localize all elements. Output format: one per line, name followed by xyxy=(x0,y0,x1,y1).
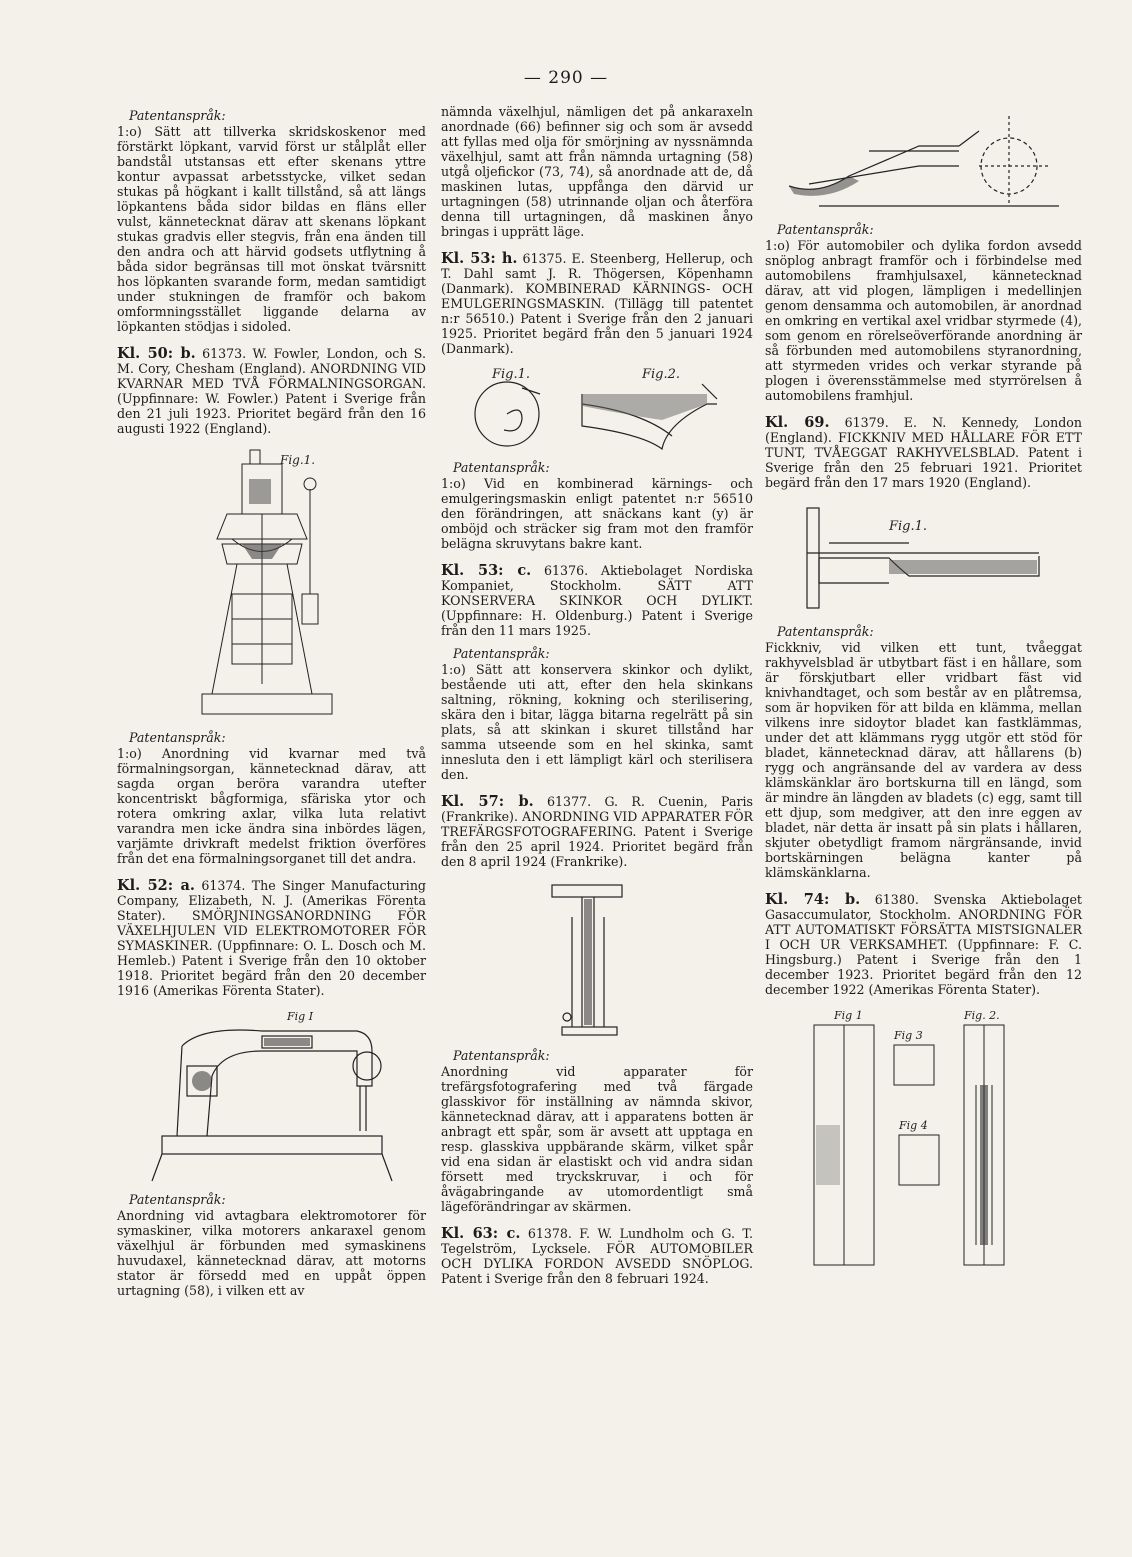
entry-text: 61376. Aktiebolaget Nordiska Kompaniet, Stockholm. SÄTT ATT KONSERVERA SKINKOR OCH DYLIKT. (Uppfinnare: H. Oldenburg.) Patent i Sverige från den 11 mars 1925. xyxy=(441,563,753,638)
claim-text: 1:o) Vid en kombinerad kärnings- och emulgeringsmaskin enligt patentet n:r 56510 den förändringen, att snäckans kant (y) är omböjd och sträcker sig fram mot den framför belägna skruvytans bakre kant. xyxy=(441,476,753,551)
claim-heading: Patentanspråk: xyxy=(777,624,874,639)
entry-text: 61374. The Singer Manufacturing Company, Elizabeth, N. J. (Amerikas Förenta Stater). SMÖRJNINGSANORDNING FÖR VÄXELHJULEN VID ELEKTROMOTORER FÖR SYMASKINER. (Uppfinnare: O. L. Dosch och M. Hemleb.) Patent i Sverige från den 10 oktober 1918. Prioritet begärd från den 20 december 1916 (Amerikas Förenta Stater). xyxy=(117,878,426,998)
patent-entry-74b xyxy=(765,892,1082,997)
entry-text: 61378. F. W. Lundholm och G. T. Tegelström, Lycksele. FÖR AUTOMOBILER OCH DYLIKA FORDON AVSEDD SNÖPLOG. Patent i Sverige från den 8 februari 1924. xyxy=(441,1226,753,1286)
figure-label: Fig.1. xyxy=(492,367,531,382)
entry-text: 61373. W. Fowler, London, och S. M. Cory, Chesham (England). ANORDNING VID KVARNAR MED TVÅ FÖRMALNINGSORGAN. (Uppfinnare: W. Fowler.) Patent i Sverige från den 21 juli 1923. Prioritet begärd från den 16 augusti 1922 (England). xyxy=(117,346,426,436)
photo-apparatus-figure xyxy=(542,877,652,1042)
column-2 xyxy=(441,104,753,1294)
class-label: Kl. 69. xyxy=(765,414,830,431)
patent-entry-53h xyxy=(441,251,753,356)
figure-label: Fig 3 xyxy=(893,1029,923,1042)
entry-text: 61377. G. R. Cuenin, Paris (Frankrike). ANORDNING VID APPARATER FÖR TREFÄRGSFOTOGRAFERING. Patent i Sverige från den 25 april 1924. Prioritet begärd från den 8 april 1924 (Frankrike). xyxy=(441,794,753,869)
figure-label: Fig 1 xyxy=(833,1009,863,1022)
claim-text: 1:o) Anordning vid kvarnar med två förmalningsorgan, kännetecknad därav, att sagda organ beröra varandra utefter koncentriskt bågformiga, sfäriska ytor och rotera omkring axlar, vilka luta relativt varandra men icke ändra sina inbördes lägen, varjämte drivkraft medelst friktion överföres från det ena förmalningsorganet till det andra. xyxy=(117,746,426,866)
figure-label: Fig 4 xyxy=(898,1119,928,1132)
entry-text: 61379. E. N. Kennedy, London (England). FICKKNIV MED HÅLLARE FÖR ETT TUNT, TVÅEGGAT RAKHYVELSBLAD. Patent i Sverige från den 25 februari 1921. Prioritet begärd från den 17 mars 1920 (England). xyxy=(765,415,1082,490)
class-label: Kl. 63: c. xyxy=(441,1225,521,1242)
figure-label: Fig.2. xyxy=(642,367,681,382)
patent-entry-53c xyxy=(441,563,753,638)
claim-text: Anordning vid avtagbara elektromotorer för symaskiner, vilka motorers ankaraxel genom växelhjul är förbunden med symaskinens huvudaxel, kännetecknad därav, att motorns stator är försedd med en uppåt öppen urtagning (58), i vilken ett av xyxy=(117,1208,426,1298)
class-label: Kl. 50: b. xyxy=(117,345,196,362)
column-1 xyxy=(117,104,426,1306)
patent-entry-50b xyxy=(117,346,426,436)
figure-label: Fig I xyxy=(286,1010,313,1023)
claim-text: 1:o) Sätt att tillverka skridskoskenor med förstärkt löpkant, varvid först ur stålplåt eller bandstål utstansas ett efter skenans yttre kontur avpassat arbetsstycke, vilket sedan stukas på högkant i kallt tillstånd, så att längs löpkantens båda sidor bildas en fläns eller vulst, kännetecknat därav att skenans löpkant stukas gradvis eller stegvis, från ena änden till den andra och att härvid godsets utflytning å båda sidor begränsas till mot önskat tvärsnitt hos löpkanten svarande form, medan samtidigt under stukningen de framför och bakom omformningsstället liggande delarna av löpkanten stödjas i sidoled. xyxy=(117,124,426,334)
patent-entry-52a xyxy=(117,878,426,998)
class-label: Kl. 53: c. xyxy=(441,562,532,579)
class-label: Kl. 74: b. xyxy=(765,891,861,908)
figure-label: Fig.1. xyxy=(888,519,927,534)
pocket-knife-figure xyxy=(789,498,1059,618)
entry-text: 61375. E. Steenberg, Hellerup, och T. Dahl samt J. R. Thögersen, Köpenhamn (Danmark). KOMBINERAD KÄRNINGS- OCH EMULGERINGSMASKIN. (Tillägg till patentet n:r 56510.) Patent i Sverige från den 2 januari 1925. Prioritet begärd från den 5 januari 1924 (Danmark). xyxy=(441,251,753,356)
claim-heading: Patentanspråk: xyxy=(129,730,226,745)
sewing-machine-figure xyxy=(142,1006,402,1186)
figure-label: Fig. 2. xyxy=(963,1009,1000,1022)
patent-entry-57b xyxy=(441,794,753,869)
claim-heading: Patentanspråk: xyxy=(129,1192,226,1207)
entry-text: 61380. Svenska Aktiebolaget Gasaccumulator, Stockholm. ANORDNING FÖR ATT AUTOMATISKT FÖRSÄTTA MISTSIGNALER I OCH UR VERKSAMHET. (Uppfinnare: F. C. Hingsburg.) Patent i Sverige från den 1 december 1923. Prioritet begärd från den 12 december 1922 (Amerikas Förenta Stater). xyxy=(765,892,1082,997)
patent-entry-63c xyxy=(441,1226,753,1286)
page-number: — 290 — xyxy=(523,68,609,88)
figure-label: Fig.1. xyxy=(279,453,315,467)
claim-text: 1:o) För automobiler och dylika fordon avsedd snöplog anbragt framför och i förbindelse med automobilens framhjulsaxel, kännetecknad därav, att vid plogen, lämpligen i medellinjen genom densamma och automobilen, är anordnad en omkring en vertikal axel vridbar styrmede (4), som genom en rörelseöverförande anordning är så förbunden med automobilens styranordning, att styrmeden vrides och verkar styrande på plogen i överensstämmelse med styrrörelsen å automobilens framhjul. xyxy=(765,238,1082,403)
column-3 xyxy=(765,104,1082,1281)
claim-text: 1:o) Sätt att konservera skinkor och dylikt, bestående uti att, efter den hela skinkans saltning, rökning, kokning och sterilisering, skära den i bitar, lägga bitarna regelrätt på sin plats, så att skinkan i skuret tillstånd har samma utseende som en hel skinka, samt innesluta den i ett lämpligt kärl och sterilisera den. xyxy=(441,662,753,782)
patent-entry-69 xyxy=(765,415,1082,490)
claim-text: Anordning vid apparater för trefärgsfotografering med två färgade glasskivor för inställning av nämnda skivor, kännetecknad därav, att i apparatens botten är anbragt ett spår, som är avsett att upptaga en resp. glasskiva uppbärande skärm, vilket spår vid ena sidan är elastiskt och vid andra sidan försett med tryckskruvar, i och för åvägabringande av utomordentligt små lägeförändringar av skärmen. xyxy=(441,1064,753,1214)
class-label: Kl. 57: b. xyxy=(441,793,534,810)
claim-heading: Patentanspråk: xyxy=(453,646,550,661)
mill-figure xyxy=(192,444,352,724)
claim-heading: Patentanspråk: xyxy=(777,222,874,237)
claim-heading: Patentanspråk: xyxy=(129,108,226,123)
fog-signal-figure xyxy=(804,1005,1044,1275)
claim-heading: Patentanspråk: xyxy=(453,1048,550,1063)
class-label: Kl. 52: a. xyxy=(117,877,195,894)
snowplow-figure xyxy=(779,106,1069,216)
class-label: Kl. 53: h. xyxy=(441,250,518,267)
continued-text: nämnda växelhjul, nämligen det på ankaraxeln anordnade (66) befinner sig och som är avsedd att fyllas med olja för smörjning av nyssnämnda växelhjul, samt att från nämnda urtagning (58) utgå oljefickor (73, 74), så anordnade att de, då maskinen lutas, uppfånga den därvid ur urtagningen (58) utrinnande oljan och återföra denna till urtagningen, då maskinen ånyo bringas i upprätt läge. xyxy=(441,104,753,239)
churn-figure xyxy=(462,364,732,454)
claim-text: Fickkniv, vid vilken ett tunt, tvåeggat rakhyvelsblad är utbytbart fäst i en hållare, som är förskjutbart eller vridbart fäst vid knivhandtaget, och som består av en plåtremsa, som är hopviken för att bilda en klämma, mellan vilkens inre sidoytor bladet kan fastklämmas, under det att klämmans rygg utgör ett stöd för bladet, kännetecknad därav, att hållarens (b) rygg och angränsande del av vardera av dess klämskänklar äro bortskurna till en längd, som är mindre än längden av bladets (c) egg, samt till ett djup, som medgiver, att den inre eggen av bladet, när detta är insatt på sin plats i hållaren, skjuter obetydligt framom närgränsande, invid bortskärningen belägna kanter på klämskänklarna. xyxy=(765,640,1082,880)
claim-heading: Patentanspråk: xyxy=(453,460,550,475)
